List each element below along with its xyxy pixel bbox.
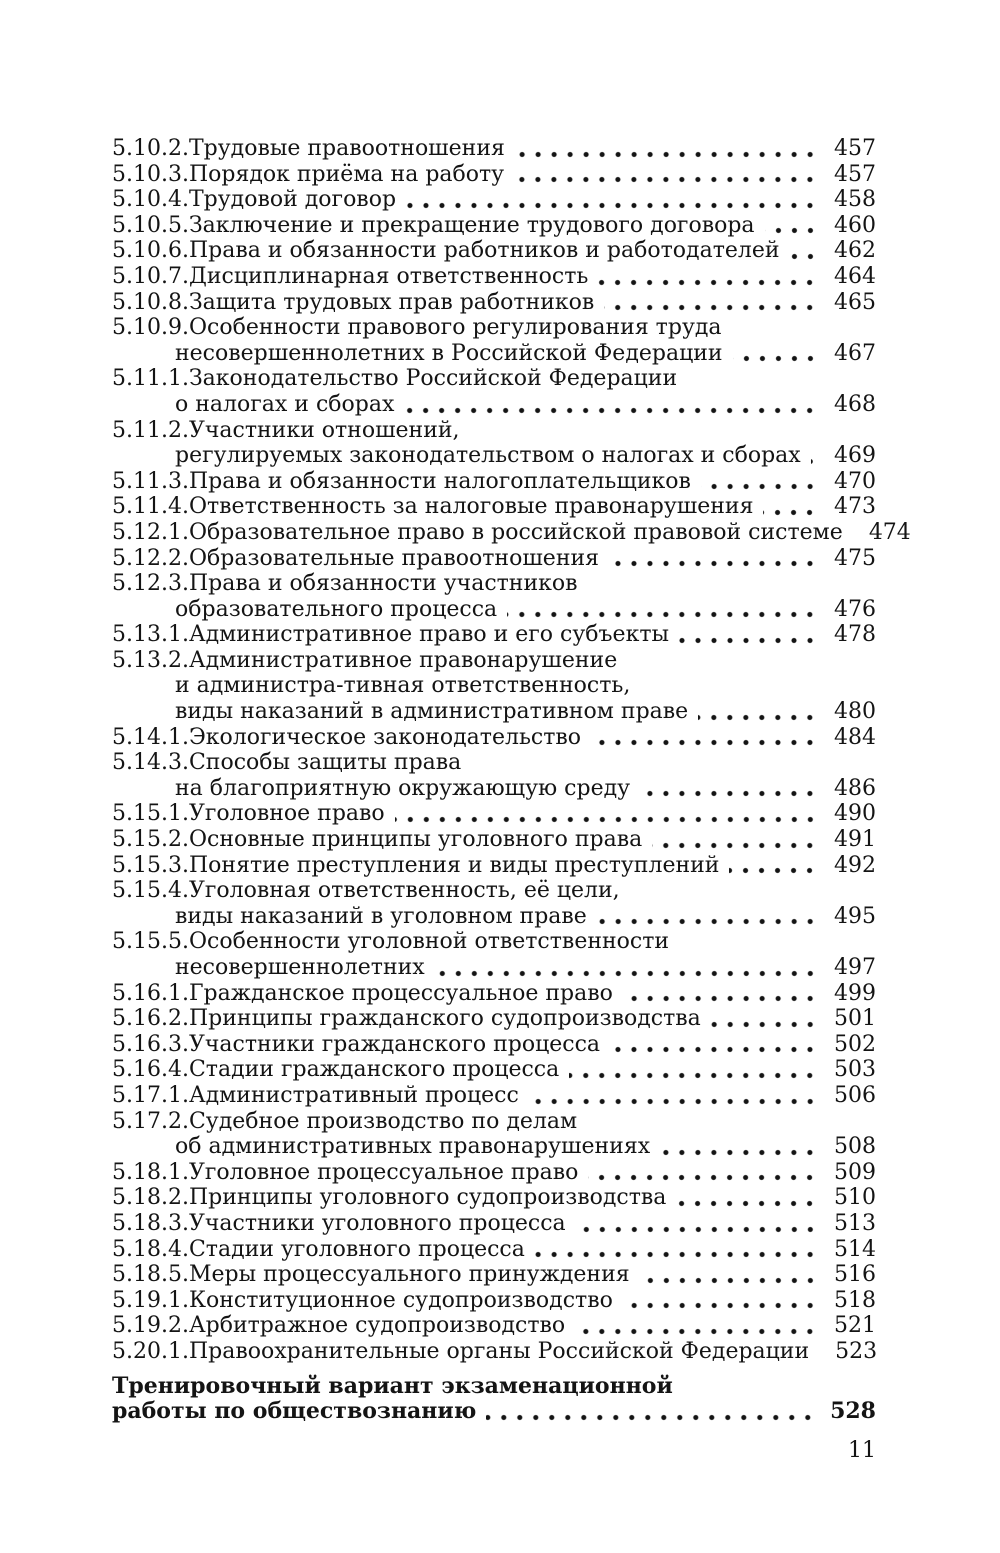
toc-page-number: 508 — [834, 1134, 876, 1160]
dot-leader — [569, 1072, 818, 1079]
toc-row — [112, 904, 876, 930]
toc-page-number: 492 — [834, 852, 876, 878]
toc-page-number: 491 — [834, 827, 876, 853]
toc-page-number: 465 — [834, 289, 876, 315]
toc-entry-number: 5.10.2. — [112, 136, 189, 161]
toc-page-number: 478 — [834, 622, 876, 648]
dot-leader — [733, 355, 818, 362]
toc-row — [112, 238, 876, 264]
toc-entry-title: образовательного процесса — [175, 596, 498, 622]
toc-row — [112, 1288, 876, 1314]
toc-row — [112, 418, 876, 444]
toc-entry-title: Административное право и его субъекты — [188, 622, 669, 648]
toc-entry-number: 5.10.7. — [112, 263, 189, 289]
toc-entry-title: Образовательные правоотношения — [188, 545, 600, 571]
toc-row — [112, 571, 876, 597]
toc-page-number: 514 — [834, 1236, 876, 1262]
dot-leader — [395, 816, 818, 823]
toc-entry-title: и администра-тивная ответственность, — [175, 673, 631, 699]
toc-entry-title: Меры процессуального принуждения — [188, 1262, 630, 1288]
toc-entry-number: 5.15.2. — [112, 827, 189, 853]
toc-entry-title: Судебное производство по делам — [188, 1108, 578, 1134]
toc-page-number: 518 — [834, 1287, 876, 1313]
toc-entry-title: Особенности уголовной ответственности — [188, 929, 670, 955]
toc-page-number: 513 — [834, 1210, 876, 1236]
dot-leader — [652, 842, 818, 849]
toc-entry-title: Административный процесс — [188, 1082, 519, 1108]
toc-page-number: 473 — [834, 494, 876, 520]
toc-entry-title: регулируемых законодательством о налогах и сборах — [175, 443, 801, 469]
toc-entry-title: Права и обязанности участников — [188, 571, 578, 597]
toc-entry-number: 5.17.2. — [112, 1108, 189, 1134]
toc-entry-title: Трудовой договор — [188, 187, 397, 213]
toc-entry-title: Принципы гражданского судопроизводства — [188, 1006, 701, 1032]
toc-row — [112, 1083, 876, 1109]
toc-row — [112, 955, 876, 981]
toc-entry-number: 5.18.1. — [112, 1159, 189, 1185]
toc-page-number: 506 — [834, 1082, 876, 1108]
toc-entry-title: на благоприятную окружающую среду — [175, 775, 631, 801]
toc-entry-number: 5.12.1. — [112, 519, 189, 545]
dot-leader — [676, 1200, 818, 1207]
dot-leader — [610, 1046, 818, 1053]
toc-entry-title: Понятие преступления и виды преступлений — [188, 852, 720, 878]
toc-row — [112, 1032, 876, 1058]
toc-entry-number: 5.10.5. — [112, 212, 189, 238]
toc-entry-title: Заключение и прекращение трудового договора — [188, 212, 755, 238]
toc-page-number: 503 — [834, 1057, 876, 1083]
dot-leader — [435, 970, 818, 977]
toc-row — [112, 648, 876, 674]
toc-entry-title: Участники уголовного процесса — [188, 1210, 566, 1236]
toc-entry-number: 5.10.4. — [112, 187, 189, 213]
toc-row — [112, 443, 876, 469]
dot-leader — [729, 867, 818, 874]
dot-leader — [811, 458, 818, 465]
toc-entry-number: 5.10.9. — [112, 315, 189, 341]
toc-entry-title: виды наказаний в административном праве — [175, 699, 689, 725]
toc-entry-title: Правоохранительные органы Российской Федерации — [188, 1338, 810, 1364]
toc-row — [112, 673, 876, 699]
toc-entry-number: 5.11.4. — [112, 494, 189, 520]
dot-leader — [514, 176, 818, 183]
toc-page-number: 462 — [834, 238, 876, 264]
toc-row — [112, 1185, 876, 1211]
toc-entry-number: 5.13.2. — [112, 647, 189, 673]
toc-row — [112, 981, 876, 1007]
toc-entry-title: Права и обязанности работников и работодателей — [188, 238, 780, 264]
dot-leader — [597, 918, 818, 925]
toc-entry-number: 5.18.2. — [112, 1185, 189, 1211]
dot-leader — [609, 560, 818, 567]
toc-row — [112, 699, 876, 725]
toc-page-number: 476 — [834, 596, 876, 622]
toc-entry-title: о налогах и сборах — [175, 391, 395, 417]
dot-leader — [623, 1302, 818, 1309]
toc-entry-title: Основные принципы уголовного права — [188, 827, 643, 853]
toc-entry-number: 5.16.3. — [112, 1031, 189, 1057]
toc-page-number: 523 — [835, 1338, 878, 1364]
toc-page-number: 495 — [834, 903, 876, 929]
toc-page-number: 480 — [834, 699, 876, 725]
toc-entry-title: виды наказаний в уголовном праве — [175, 903, 587, 929]
toc-entry-title: Арбитражное судопроизводство — [188, 1313, 566, 1339]
dot-leader — [404, 407, 818, 414]
toc-page-number: 502 — [834, 1031, 876, 1057]
page-number-footer: 11 — [848, 1437, 876, 1463]
toc-row — [112, 264, 876, 290]
dot-leader — [640, 790, 818, 797]
dot-leader — [576, 1226, 818, 1233]
toc-entry-title: несовершеннолетних в Российской Федерации — [175, 340, 723, 366]
toc-entry-number: 5.14.1. — [112, 724, 189, 750]
toc-row — [112, 1160, 876, 1186]
toc-row — [112, 1006, 876, 1032]
toc-row — [112, 725, 876, 751]
toc-row — [112, 597, 876, 623]
toc-page-number: 499 — [834, 980, 876, 1006]
toc-row — [112, 1237, 876, 1263]
toc-entry-title: Особенности правового регулирования труда — [188, 315, 722, 341]
dot-leader — [698, 714, 818, 721]
dot-leader — [486, 1414, 816, 1421]
toc-entry-title: Уголовное процессуальное право — [188, 1159, 579, 1185]
toc-entry-title: Законодательство Российской Федерации — [188, 366, 678, 392]
dot-leader — [660, 1149, 818, 1156]
toc-entry-number: 5.10.6. — [112, 238, 189, 264]
toc-page-number: 469 — [834, 443, 876, 469]
toc-entry-number: 5.14.3. — [112, 750, 189, 776]
toc-entry-number: 5.19.2. — [112, 1313, 189, 1339]
toc-entry-title: Стадии уголовного процесса — [188, 1236, 525, 1262]
toc-entry-title: Участники отношений, — [188, 417, 460, 443]
toc-row — [112, 1313, 876, 1339]
page-footer — [112, 1438, 876, 1464]
dot-leader — [515, 151, 818, 158]
dot-leader — [529, 1098, 818, 1105]
toc-entry-title: Порядок приёма на работу — [188, 161, 505, 187]
dot-leader — [406, 202, 818, 209]
toc-page-number: 510 — [834, 1185, 876, 1211]
toc-entry-number: 5.18.3. — [112, 1210, 189, 1236]
toc-entry-number: 5.11.2. — [112, 417, 189, 443]
toc-row — [112, 187, 876, 213]
toc-row — [112, 392, 876, 418]
toc-row — [112, 519, 911, 546]
dot-leader — [679, 637, 818, 644]
toc-page-number: 490 — [834, 801, 876, 827]
toc-page-number: 467 — [834, 340, 876, 366]
toc-row — [112, 622, 876, 648]
dot-leader — [507, 611, 818, 618]
toc-entry-number: 5.15.5. — [112, 929, 189, 955]
toc-entry-number: 5.18.5. — [112, 1262, 189, 1288]
toc-page-number: 521 — [834, 1313, 876, 1339]
toc-page-number: 484 — [834, 724, 876, 750]
toc-page-number: 501 — [834, 1006, 876, 1032]
toc-row — [112, 1262, 876, 1288]
toc-entry-title: Права и обязанности налогоплательщиков — [188, 468, 691, 494]
toc-entry-title: Способы защиты права — [188, 750, 462, 776]
toc-page-number: 497 — [834, 955, 876, 980]
toc-row — [112, 878, 876, 904]
toc-row — [112, 290, 876, 316]
toc-entry-number: 5.11.3. — [112, 468, 189, 494]
toc-entry-number: 5.20.1. — [112, 1338, 189, 1364]
toc-row — [112, 750, 876, 776]
toc-row — [112, 366, 876, 392]
dot-leader — [701, 483, 818, 490]
toc-entry-number: 5.10.3. — [112, 161, 189, 187]
toc-row — [112, 1399, 876, 1425]
toc-entry-title: об административных правонарушениях — [175, 1134, 651, 1160]
toc-entry-title: Уголовное право — [188, 801, 385, 827]
toc-row — [112, 827, 876, 853]
toc-row — [112, 1339, 876, 1365]
toc-row — [112, 776, 876, 802]
toc-entry-title: Уголовная ответственность, её цели, — [188, 878, 620, 904]
toc-page-number: 468 — [834, 391, 876, 417]
toc-entry-title: Экологическое законодательство — [188, 724, 582, 750]
toc-entry-number: 5.15.4. — [112, 878, 189, 904]
toc-entry-title: работы по обществознанию — [112, 1398, 477, 1425]
toc-entry-number: 5.12.2. — [112, 545, 189, 571]
toc-entry-number: 5.17.1. — [112, 1082, 189, 1108]
toc-list — [112, 136, 911, 1425]
toc-entry-title: Защита трудовых прав работников — [188, 289, 595, 315]
toc-page-number: 458 — [834, 187, 876, 213]
toc-page-number: 460 — [834, 212, 876, 238]
toc-entry-title: Гражданское процессуальное право — [188, 980, 613, 1006]
dot-leader — [790, 253, 818, 260]
toc-page-number: 457 — [834, 161, 876, 187]
toc-entry-title: Дисциплинарная ответственность — [188, 263, 589, 289]
dot-leader — [575, 1328, 818, 1335]
toc-entry-title: Образовательное право в российской правовой системе — [188, 519, 843, 545]
toc-page-number: 475 — [834, 545, 876, 571]
toc-row — [112, 494, 876, 520]
toc-page-number: 474 — [868, 519, 911, 545]
toc-row — [112, 315, 876, 341]
toc-page-number: 509 — [834, 1159, 876, 1185]
toc-entry-number: 5.15.3. — [112, 852, 189, 878]
toc-entry-number: 5.16.1. — [112, 980, 189, 1006]
toc-entry-title: Стадии гражданского процесса — [188, 1057, 560, 1083]
toc-entry-number: 5.16.2. — [112, 1006, 189, 1032]
dot-leader — [598, 279, 818, 286]
toc-row — [112, 136, 876, 162]
dot-leader — [711, 1021, 818, 1028]
toc-entry-number: 5.10.8. — [112, 289, 189, 315]
dot-leader — [588, 1174, 818, 1181]
toc-entry-title: Участники гражданского процесса — [188, 1031, 601, 1057]
toc-entry-title: Конституционное судопроизводство — [188, 1287, 613, 1313]
dot-leader — [535, 1251, 818, 1258]
toc-row — [112, 1211, 876, 1237]
toc-entry-title: Административное правонарушение — [188, 647, 618, 673]
toc-entry-title: Ответственность за налоговые правонарушения — [188, 494, 754, 520]
toc-page-number: 528 — [830, 1398, 876, 1425]
dot-leader — [604, 304, 818, 311]
toc-row — [112, 546, 876, 572]
toc-entry-title: Принципы уголовного судопроизводства — [188, 1185, 667, 1211]
toc-row — [112, 1057, 876, 1083]
dot-leader — [765, 227, 818, 234]
toc-entry-title: несовершеннолетних — [175, 955, 425, 980]
dot-leader — [591, 739, 818, 746]
toc-entry-number: 5.11.1. — [112, 366, 189, 392]
toc-entry-number: 5.16.4. — [112, 1057, 189, 1083]
toc-row — [112, 929, 876, 955]
toc-entry-title: Трудовые правоотношения — [188, 136, 505, 161]
toc-entry-title: Тренировочный вариант экзаменационной — [112, 1372, 673, 1399]
toc-row — [112, 341, 876, 367]
toc-entry-number: 5.18.4. — [112, 1236, 189, 1262]
toc-row — [112, 162, 876, 188]
dot-leader — [623, 995, 818, 1002]
toc-row — [112, 1109, 876, 1135]
toc-row — [112, 853, 876, 879]
toc-page-number: 464 — [834, 263, 876, 289]
toc-entry-number: 5.13.1. — [112, 622, 189, 648]
toc-row — [112, 1134, 876, 1160]
toc-page-number: 470 — [834, 468, 876, 494]
toc-page-number: 516 — [834, 1262, 876, 1288]
dot-leader — [763, 509, 818, 516]
toc-entry-number: 5.19.1. — [112, 1287, 189, 1313]
toc-page-number: 457 — [834, 136, 876, 161]
toc-row — [112, 469, 876, 495]
toc-entry-number: 5.15.1. — [112, 801, 189, 827]
toc-entry-number: 5.12.3. — [112, 571, 189, 597]
toc-row — [112, 801, 876, 827]
toc-row — [112, 213, 876, 239]
toc-page-number: 486 — [834, 775, 876, 801]
dot-leader — [640, 1277, 818, 1284]
toc-row — [112, 1374, 876, 1400]
